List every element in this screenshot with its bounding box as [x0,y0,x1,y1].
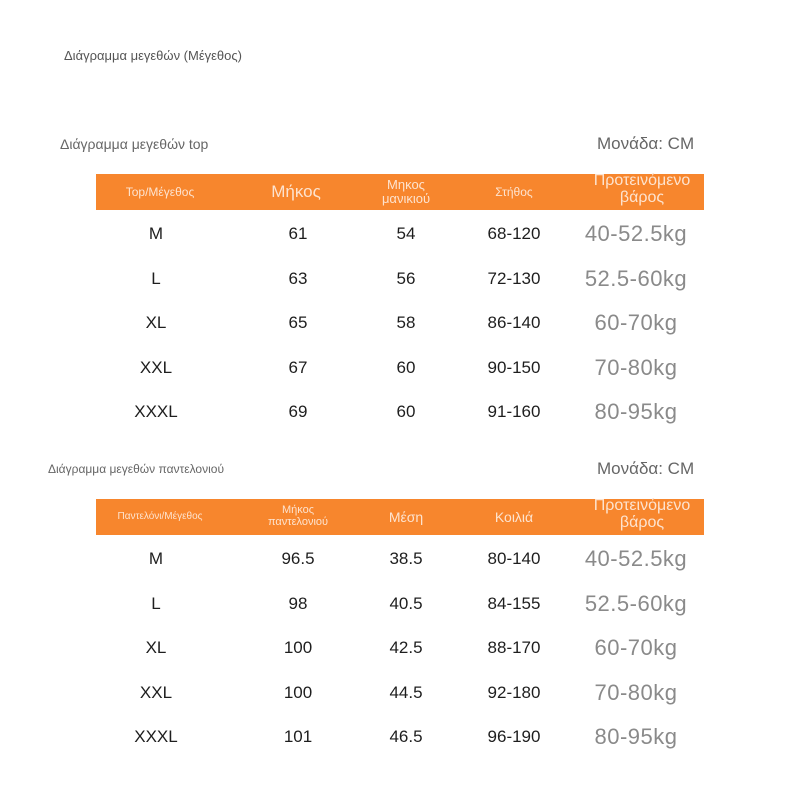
length-cell: 98 [288,593,308,613]
header-size: Top/Μέγεθος [125,184,195,199]
size-cell: XL [145,638,167,657]
size-cell: XXL [139,682,173,702]
measure-cell: 44.5 [389,682,423,702]
header-weight: Προτεινόμενο βάρος [593,172,691,206]
weight-cell: 52.5-60kg [584,590,688,616]
range-cell: 68-120 [487,224,541,243]
weight-cell: 40-52.5kg [584,546,688,571]
range-cell: 92-180 [487,682,541,702]
header-belly: Κοιλιά [494,508,534,525]
length-cell: 67 [288,357,308,377]
top-chart-title: Διάγραμμα μεγεθών top [60,136,209,152]
pants-chart-unit: Μονάδα: CM [597,459,695,478]
length-cell: 69 [288,402,308,421]
header-size: Παντελόνι/Μέγεθος [117,510,203,522]
table-row [96,628,704,668]
range-cell: 86-140 [487,313,541,332]
size-cell: XL [145,313,167,332]
length-cell: 101 [283,727,313,746]
table-row [96,539,704,579]
measure-cell: 54 [396,224,416,243]
range-cell: 88-170 [487,638,541,657]
measure-cell: 60 [396,357,416,377]
measure-cell: 42.5 [389,638,423,657]
length-cell: 100 [283,638,313,657]
table-row [96,584,704,624]
table-row [96,673,704,713]
measure-cell: 46.5 [389,727,423,746]
range-cell: 96-190 [487,727,541,746]
size-cell: XXL [139,357,173,377]
size-cell: L [151,268,161,288]
table-row [96,303,704,343]
range-cell: 72-130 [487,268,541,288]
length-cell: 61 [288,224,308,243]
pants-chart-title: Διάγραμμα μεγεθών παντελονιού [48,462,225,476]
measure-cell: 40.5 [389,593,423,613]
weight-cell: 52.5-60kg [584,265,688,291]
weight-cell: 80-95kg [594,724,678,749]
measure-cell: 38.5 [389,549,423,568]
length-cell: 63 [288,268,308,288]
weight-cell: 60-70kg [594,310,678,335]
size-cell: XXXL [134,727,178,746]
range-cell: 80-140 [487,549,541,568]
weight-cell: 40-52.5kg [584,221,688,246]
header-chest: Στήθος [495,184,533,199]
top-chart-header [96,174,704,210]
length-cell: 96.5 [281,549,315,568]
header-pants-length: Μήκος παντελονιού [267,504,329,528]
header-sleeve-length: Μηκος μανικιού [381,177,431,206]
weight-cell: 70-80kg [594,679,678,705]
pants-chart-header [96,499,704,535]
range-cell: 90-150 [487,357,541,377]
length-cell: 100 [283,682,313,702]
weight-cell: 60-70kg [594,635,678,660]
header-length: Μήκος [271,182,321,202]
weight-cell: 80-95kg [594,399,678,424]
size-cell: M [148,224,164,243]
top-chart-unit: Μονάδα: CM [597,134,695,153]
length-cell: 65 [288,313,308,332]
header-waist: Μέση [388,508,424,525]
size-cell: L [151,593,161,613]
weight-cell: 70-80kg [594,354,678,380]
size-cell: XXXL [134,402,178,421]
range-cell: 91-160 [487,402,541,421]
header-weight: Προτεινόμενο βάρος [593,497,691,531]
page-title: Διάγραμμα μεγεθών (Μέγεθος) [64,48,242,63]
size-cell: M [148,549,164,568]
table-row [96,259,704,299]
range-cell: 84-155 [487,593,541,613]
measure-cell: 60 [396,402,416,421]
table-row [96,392,704,432]
table-row [96,717,704,757]
table-row [96,348,704,388]
table-row [96,214,704,254]
measure-cell: 56 [396,268,416,288]
measure-cell: 58 [396,313,416,332]
